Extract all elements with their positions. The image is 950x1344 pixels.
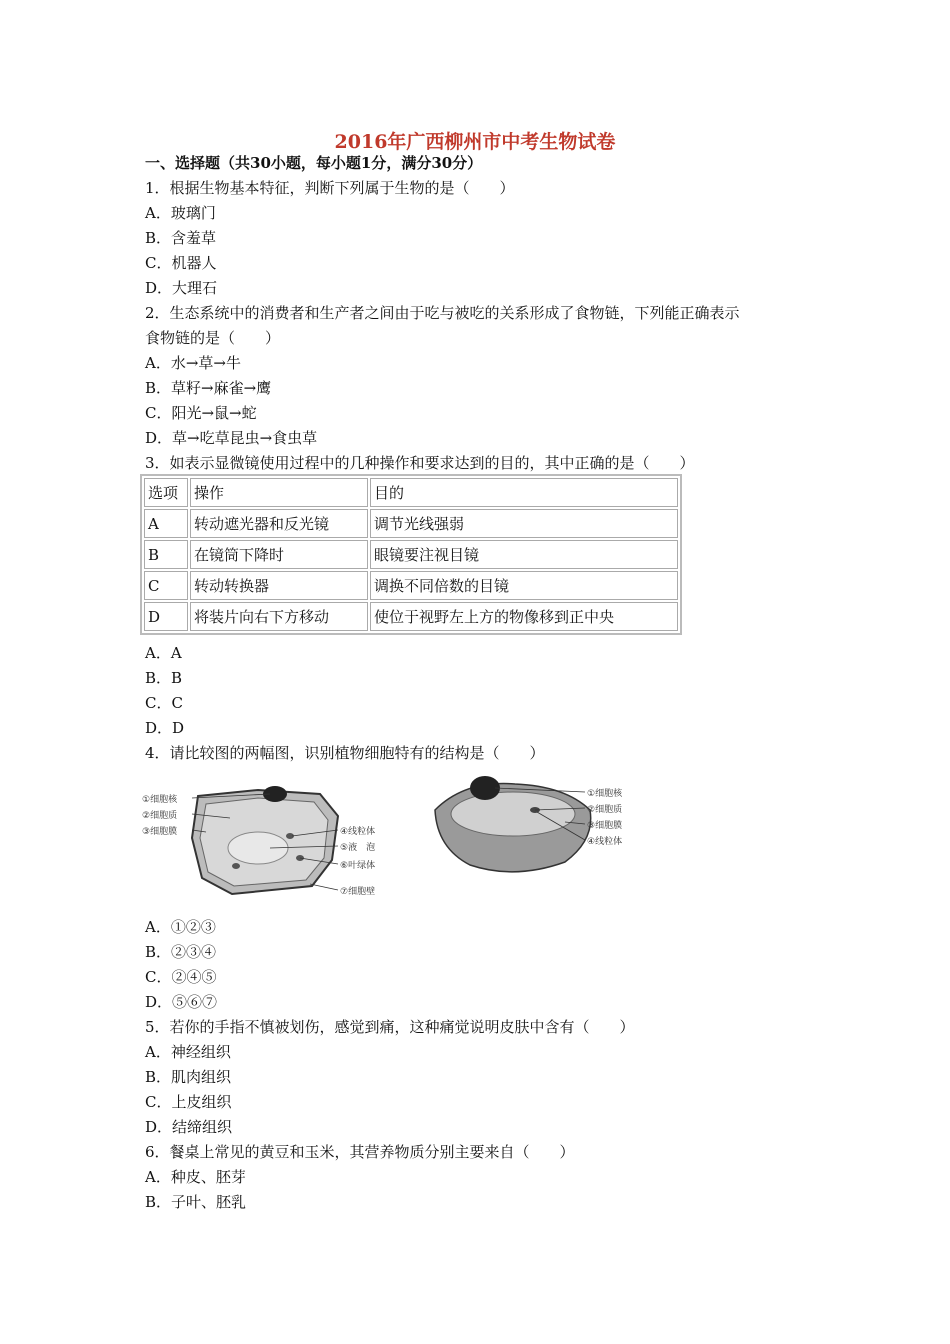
- question-4-option-b: B．②③④: [145, 943, 217, 961]
- question-2-option-b: B．草籽→麻雀→鹰: [145, 379, 272, 397]
- table-header-cell: 操作: [190, 478, 368, 507]
- question-2-option-d: D．草→吃草昆虫→食虫草: [145, 429, 318, 447]
- table-row: [144, 540, 678, 569]
- table-cell: B: [144, 540, 188, 569]
- question-4-option-c: C．②④⑤: [145, 968, 217, 986]
- plant-label-chloroplast: ⑥叶绿体: [340, 861, 376, 871]
- animal-label-mitochondria: ④线粒体: [587, 837, 623, 847]
- table-row: [144, 571, 678, 600]
- question-5-stem: 5．若你的手指不慎被划伤，感觉到痛，这种痛觉说明皮肤中含有（ ）: [145, 1018, 635, 1036]
- table-row: [144, 509, 678, 538]
- question-5-option-c: C．上皮组织: [145, 1093, 232, 1111]
- table-cell: 转动转换器: [190, 571, 368, 600]
- table-header-row: [144, 478, 678, 507]
- plant-label-nucleus: ①细胞核: [142, 795, 178, 805]
- animal-label-nucleus: ①细胞核: [587, 789, 623, 799]
- plant-label-cytoplasm: ②细胞质: [142, 811, 178, 821]
- table-header-cell: 目的: [370, 478, 678, 507]
- animal-label-cytoplasm: ②细胞质: [587, 805, 623, 815]
- plant-label-mitochondria: ④线粒体: [340, 827, 376, 837]
- plant-label-vacuole: ⑤液 泡: [340, 843, 376, 853]
- animal-cell-diagram: [425, 770, 635, 880]
- question-5-option-a: A．神经组织: [145, 1043, 231, 1061]
- question-2-stem-line1: 2．生态系统中的消费者和生产者之间由于吃与被吃的关系形成了食物链，下列能正确表示: [145, 304, 740, 322]
- exam-title: 2016年广西柳州市中考生物试卷: [334, 131, 616, 153]
- plant-label-membrane: ③细胞膜: [142, 827, 178, 837]
- question-1-option-b: B．含羞草: [145, 229, 217, 247]
- question-4-stem: 4．请比较图的两幅图，识别植物细胞特有的结构是（ ）: [145, 744, 545, 762]
- question-4-option-d: D．⑤⑥⑦: [145, 993, 218, 1011]
- question-3-option-c: C．C: [145, 694, 183, 712]
- plant-label-cell-wall: ⑦细胞壁: [340, 887, 376, 897]
- table-cell: D: [144, 602, 188, 631]
- table-cell: A: [144, 509, 188, 538]
- microscope-operations-table: [140, 474, 682, 635]
- question-5-option-b: B．肌肉组织: [145, 1068, 232, 1086]
- table-cell: 调换不同倍数的目镜: [370, 571, 678, 600]
- animal-label-membrane: ③细胞膜: [587, 821, 623, 831]
- table-cell: 在镜筒下降时: [190, 540, 368, 569]
- question-6-option-a: A．种皮、胚芽: [145, 1168, 246, 1186]
- table-cell: 调节光线强弱: [370, 509, 678, 538]
- question-1-option-c: C．机器人: [145, 254, 217, 272]
- question-2-stem-line2: 食物链的是（ ）: [145, 329, 281, 347]
- question-6-option-b: B．子叶、胚乳: [145, 1193, 247, 1211]
- section-heading: 一、选择题（共30小题，每小题1分，满分30分）: [145, 154, 483, 172]
- question-5-option-d: D．结缔组织: [145, 1118, 233, 1136]
- table-cell: 将装片向右下方移动: [190, 602, 368, 631]
- question-2-option-c: C．阳光→鼠→蛇: [145, 404, 257, 422]
- table-cell: C: [144, 571, 188, 600]
- question-2-option-a: A．水→草→牛: [145, 354, 241, 372]
- question-3-option-a: A．A: [145, 644, 182, 662]
- table-cell: 眼镜要注视目镜: [370, 540, 678, 569]
- table-row: [144, 602, 678, 631]
- table-header-cell: 选项: [144, 478, 188, 507]
- question-1-stem: 1．根据生物基本特征，判断下列属于生物的是（ ）: [145, 179, 515, 197]
- question-3-stem: 3．如表示显微镜使用过程中的几种操作和要求达到的目的，其中正确的是（ ）: [145, 454, 695, 472]
- question-3-option-b: B．B: [145, 669, 183, 687]
- question-1-option-d: D．大理石: [145, 279, 218, 297]
- plant-cell-diagram: [140, 778, 400, 903]
- question-4-option-a: A．①②③: [145, 918, 216, 936]
- question-6-stem: 6．餐桌上常见的黄豆和玉米，其营养物质分别主要来自（ ）: [145, 1143, 575, 1161]
- question-3-option-d: D．D: [145, 719, 185, 737]
- question-1-option-a: A．玻璃门: [145, 204, 216, 222]
- table-cell: 使位于视野左上方的物像移到正中央: [370, 602, 678, 631]
- table-cell: 转动遮光器和反光镜: [190, 509, 368, 538]
